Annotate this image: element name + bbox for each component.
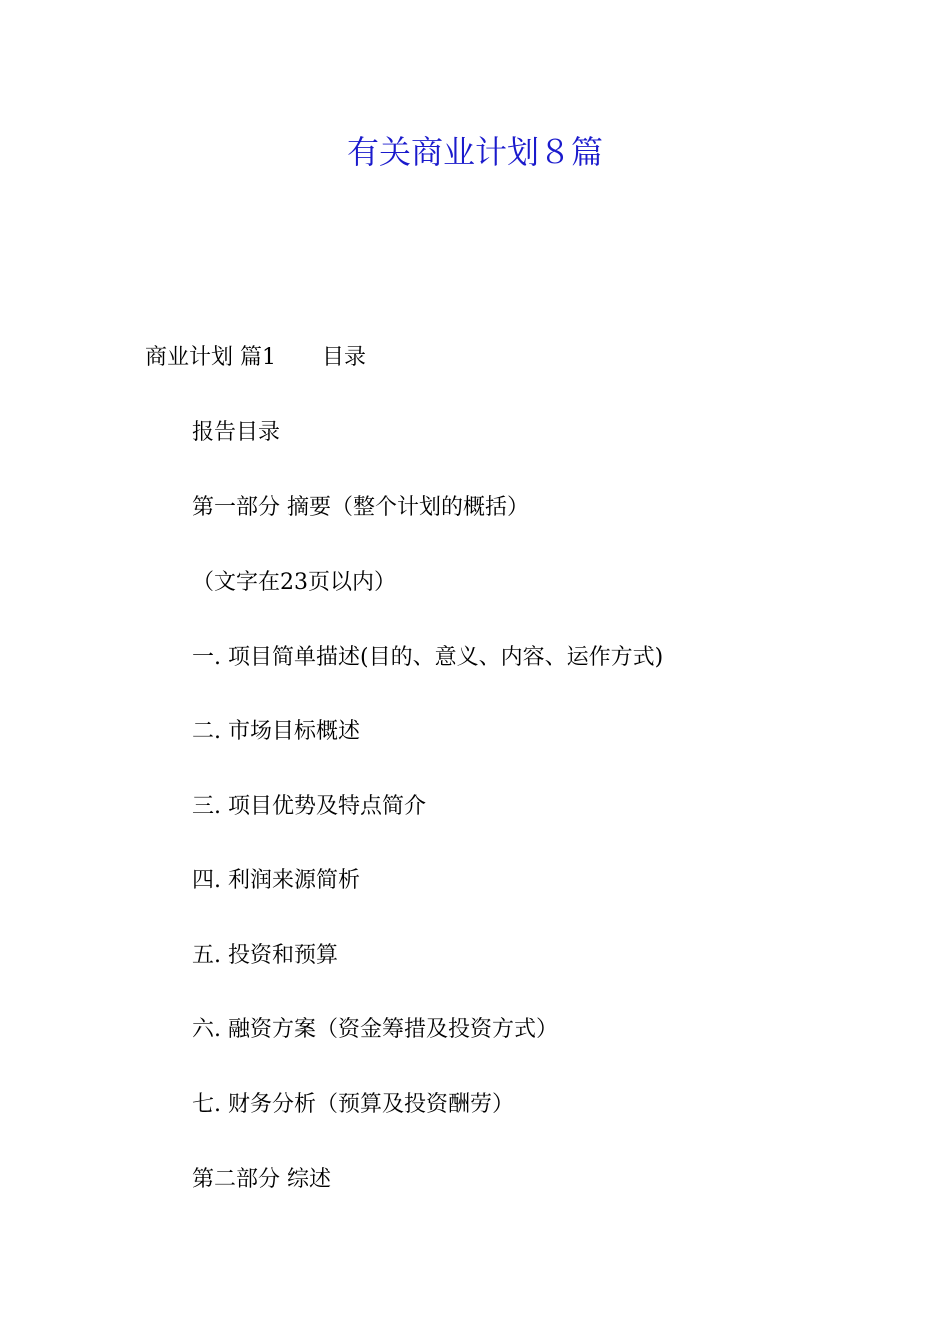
toc-line: 三. 项目优势及特点简介 [192,794,426,819]
article-heading-label: 商业计划 篇1 [145,345,276,370]
toc-line: 六. 融资方案（资金筹措及投资方式） [192,1017,558,1042]
toc-line: 二. 市场目标概述 [192,719,360,744]
toc-line: 五. 投资和预算 [192,943,338,968]
document-title: 有关商业计划８篇 [346,133,603,171]
toc-heading: 目录 [322,345,367,370]
toc-line: 一. 项目简单描述(目的、意义、内容、运作方式) [192,645,664,670]
toc-line: 四. 利润来源简析 [192,868,360,893]
toc-line: （文字在23页以内） [192,570,396,595]
toc-line: 报告目录 [192,420,281,445]
toc-line: 第一部分 摘要（整个计划的概括） [192,495,529,520]
article-heading [145,343,366,373]
toc-line: 七. 财务分析（预算及投资酬劳） [192,1092,514,1117]
toc-line: 第二部分 综述 [192,1167,331,1192]
